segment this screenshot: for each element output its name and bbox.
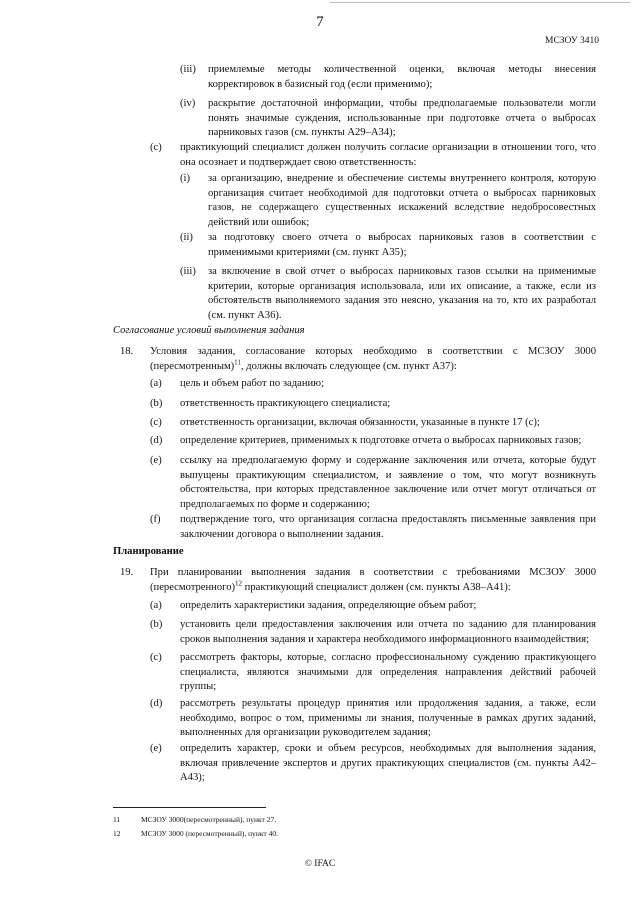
- page-footer: © IFAC: [304, 859, 336, 869]
- paragraph-text: При планировании выполнения задания в соответствии с требованиями МСЗОУ 3000 (пересмотренного)$^{12}$ практикующий специалист должен (см. пункты А38–А41):: [150, 567, 596, 593]
- page-number: 7: [316, 14, 324, 30]
- list-item-text: установить цели предоставления заключения или отчета по заданию для планирования сроков выполнения задания и характера необходимого информационного взаимодействия;: [180, 619, 596, 645]
- section-heading: Планирование: [113, 546, 184, 557]
- list-item-text: подтверждение того, что организация согласна предоставлять письменные заявления при заключении договора о выполнении задания.: [180, 514, 596, 540]
- footnote-number: 11: [113, 815, 121, 824]
- paragraph-number: 18.: [120, 346, 134, 357]
- footnote-text: МСЗОУ 3000(пересмотренный), пункт 27.: [141, 815, 277, 824]
- list-item-text: рассмотреть факторы, которые, согласно профессиональному суждению практикующего специалиста, являются значимыми для определения направления действий рабочей группы;: [180, 652, 596, 692]
- footnote-separator: [113, 807, 266, 808]
- footnote-ref: 12: [235, 578, 243, 587]
- paragraph-text: Условия задания, согласование которых необходимо в соответствии с МСЗОУ 3000 (пересмотренным)$^{11}$, должны включать следующее (см. пункт А37):: [150, 346, 596, 372]
- list-item-text: за подготовку своего отчета о выбросах парниковых газов в соответствии с применимыми критериями (см. пункт А35);: [208, 232, 596, 258]
- list-item-text: определить характеристики задания, определяющие объем работ;: [180, 600, 477, 611]
- list-label: (d): [150, 698, 163, 709]
- list-label: (c): [150, 417, 162, 428]
- list-item-text: ссылку на предполагаемую форму и содержание заключения или отчета, которые будут выпущены практикующим специалистом, и заявление о том, что могут возникнуть обстоятельства, при которых представленное заключение или отчет могут отличаться от предполагаемых по форме и содержанию;: [180, 455, 596, 510]
- list-item-text: за включение в свой отчет о выбросах парниковых газов ссылки на применимые критерии, которые организация использовала, или их описание, а также, если из обстоятельств выполняемого задания это неясно, указания на то, кто их разработал (см. пункт А36).: [208, 266, 596, 321]
- list-label: (d): [150, 435, 163, 446]
- list-item-text: раскрытие достаточной информации, чтобы предполагаемые пользователи могли понять значимые суждения, использованные при подготовке отчета о выбросах парниковых газов (см. пункты А29–А34);: [208, 98, 596, 138]
- list-label: (e): [150, 455, 162, 466]
- list-item-text: приемлемые методы количественной оценки, включая методы внесения корректировок в базисный год (если применимо);: [208, 64, 596, 90]
- list-label: (b): [150, 398, 163, 409]
- top-rule: [330, 2, 630, 3]
- list-label: (i): [180, 173, 190, 184]
- list-label: (c): [150, 652, 162, 663]
- paragraph-number: 19.: [120, 567, 134, 578]
- list-label: (ii): [180, 232, 193, 243]
- footnote-ref: 11: [234, 357, 241, 366]
- list-label: (a): [150, 378, 162, 389]
- list-label: (f): [150, 514, 161, 525]
- footnote-text: МСЗОУ 3000 (пересмотренный), пункт 40.: [141, 829, 278, 838]
- list-label: (iii): [180, 266, 196, 277]
- section-heading: Согласование условий выполнения задания: [113, 325, 305, 336]
- list-item-text: практикующий специалист должен получить согласие организации в отношении того, что она осознает и подтверждает свою ответственность:: [180, 142, 596, 168]
- list-label: (e): [150, 743, 162, 754]
- list-label: (iv): [180, 98, 196, 109]
- footnote-number: 12: [113, 829, 121, 838]
- list-item-text: ответственность практикующего специалиста;: [180, 398, 391, 409]
- list-item-text: ответственность организации, включая обязанности, указанные в пункте 17 (с);: [180, 417, 540, 428]
- list-item-text: определить характер, сроки и объем ресурсов, необходимых для выполнения задания, включая привлечение экспертов и других практикующих специалистов (см. пункты А42–А43);: [180, 743, 596, 783]
- list-label: (c): [150, 142, 162, 153]
- list-item-text: цель и объем работ по заданию;: [180, 378, 325, 389]
- list-label: (a): [150, 600, 162, 611]
- header-code: МСЗОУ 3410: [545, 36, 599, 46]
- list-label: (b): [150, 619, 163, 630]
- list-item-text: рассмотреть результаты процедур принятия или продолжения задания, а также, если необходимо, вопрос о том, применимы ли знания, полученные в рамках других заданий, выполненных для организации руководителем задания;: [180, 698, 596, 738]
- list-item-text: определение критериев, применимых к подготовке отчета о выбросах парниковых газов;: [180, 435, 582, 446]
- list-label: (iii): [180, 64, 196, 75]
- list-item-text: за организацию, внедрение и обеспечение системы внутреннего контроля, которую организация считает необходимой для подготовки отчета о выбросах парниковых газов, не содержащего существенных искажений вследствие недобросовестных действий или ошибок;: [208, 173, 596, 228]
